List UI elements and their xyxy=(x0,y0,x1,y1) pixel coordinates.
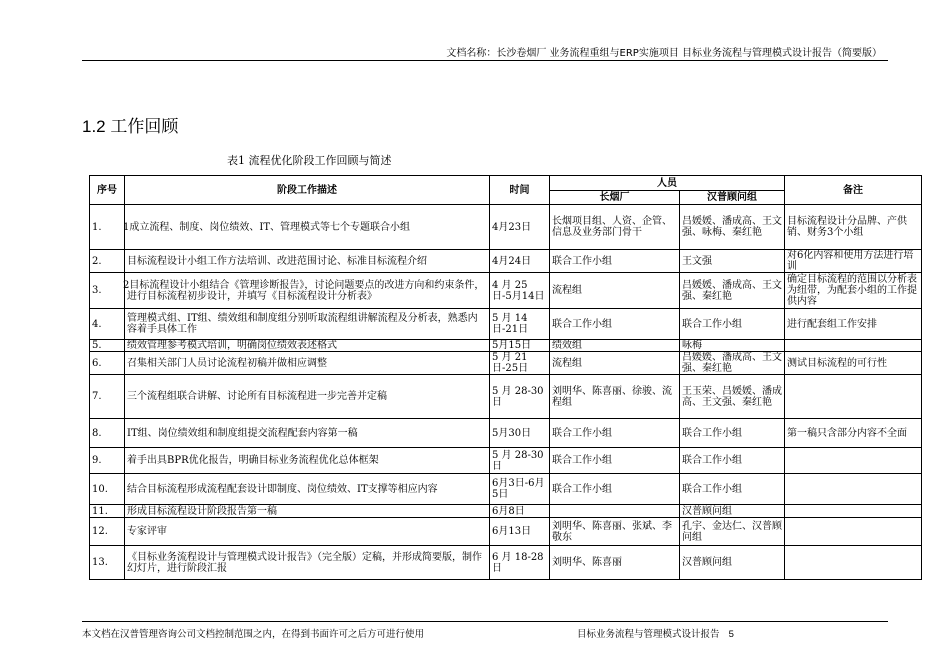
cell-consultant xyxy=(680,419,785,448)
cell-no xyxy=(90,273,125,309)
cell-no xyxy=(90,518,125,546)
cell-no-text: 8. xyxy=(92,427,102,439)
cell-note-text: 进行配套组工作安排 xyxy=(787,318,877,330)
cell-desc xyxy=(125,448,490,474)
col-header-consultant: 汉普顾问组 xyxy=(680,191,785,205)
cell-factory-text: 刘明华、陈喜丽、徐骏、流程组 xyxy=(552,385,672,408)
cell-note-text: 第一稿只含部分内容不全面 xyxy=(787,427,907,439)
cell-time-text: 5月15日 xyxy=(492,340,532,351)
cell-factory xyxy=(550,340,680,352)
cell-time-text: 4月24日 xyxy=(492,255,532,267)
cell-no xyxy=(90,448,125,474)
cell-desc xyxy=(125,419,490,448)
cell-factory xyxy=(550,448,680,474)
cell-note xyxy=(785,518,922,546)
cell-no-text: 13. xyxy=(92,557,108,568)
cell-note xyxy=(785,546,922,580)
cell-consultant-text: 联合工作小组 xyxy=(682,483,742,495)
col-header-desc: 阶段工作描述 xyxy=(125,176,490,205)
cell-time-text: 4月23日 xyxy=(492,221,532,233)
cell-note xyxy=(785,505,922,518)
cell-factory xyxy=(550,474,680,505)
table-row xyxy=(90,375,922,419)
cell-desc-text: 管理模式组、IT组、绩效组和制度组分别听取流程组讲解流程及分析表，熟悉内容着手具体工作 xyxy=(127,313,478,335)
cell-note-text: 测试目标流程的可行性 xyxy=(787,357,887,369)
cell-consultant xyxy=(680,250,785,273)
cell-desc xyxy=(125,352,490,375)
cell-consultant-text: 联合工作小组 xyxy=(682,455,742,466)
cell-desc-text: 形成目标流程设计阶段报告第一稿 xyxy=(127,505,277,517)
cell-factory xyxy=(550,518,680,546)
cell-consultant-text: 咏梅 xyxy=(682,340,702,351)
cell-note-text: 确定目标流程的范围以分析表为纽带，为配套小组的工作提供内容 xyxy=(787,274,917,307)
cell-consultant xyxy=(680,546,785,580)
cell-time xyxy=(490,448,550,474)
cell-no xyxy=(90,505,125,518)
footer-report-name: 目标业务流程与管理模式设计报告 xyxy=(577,629,720,640)
cell-time-text: 4 月 25日-5月14日 xyxy=(492,279,545,302)
cell-desc-text: 成立流程、制度、岗位绩效、IT、管理模式等七个专题联合小组 xyxy=(129,221,410,233)
cell-time-text: 5 月 21日-25日 xyxy=(492,352,529,374)
col-header-note: 备注 xyxy=(785,176,922,205)
cell-consultant xyxy=(680,352,785,375)
cell-desc xyxy=(125,375,490,419)
cell-desc-text: IT组、岗位绩效组和制度组提交流程配套内容第一稿 xyxy=(127,427,358,439)
cell-no-text: 12. xyxy=(92,526,108,537)
cell-no-text: 4. xyxy=(92,318,102,330)
cell-time-text: 6月13日 xyxy=(492,526,532,537)
cell-time-text: 6月8日 xyxy=(492,505,525,517)
cell-time xyxy=(490,250,550,273)
cell-factory-text: 绩效组 xyxy=(552,340,582,351)
work-review-table xyxy=(89,175,922,580)
cell-desc xyxy=(125,340,490,352)
cell-consultant xyxy=(680,309,785,340)
header-doc-title: 文档名称：长沙卷烟厂 业务流程重组与ERP实施项目 目标业务流程与管理模式设计报告（简要版） xyxy=(446,48,882,59)
section-title: 1.2 工作回顾 xyxy=(82,117,179,136)
footer-divider xyxy=(82,621,888,622)
cell-time xyxy=(490,375,550,419)
cell-desc xyxy=(125,309,490,340)
cell-factory-text: 刘明华、陈喜丽 xyxy=(552,557,622,568)
list-marker: 1 xyxy=(123,221,130,233)
table-row xyxy=(90,273,922,309)
cell-factory xyxy=(550,309,680,340)
cell-time xyxy=(490,205,550,250)
cell-desc-text: 目标流程设计小组结合《管理诊断报告》，讨论问题要点的改进方向和约束条件，进行目标流程初步设计，并填写《目标流程设计分析表》 xyxy=(127,279,485,302)
cell-time-text: 6 月 18-28日 xyxy=(492,551,544,574)
header-divider xyxy=(82,60,888,61)
cell-desc-text: 《目标业务流程设计与管理模式设计报告》（完全版）定稿，并形成简要版，制作幻灯片，进行阶段汇报 xyxy=(127,551,482,574)
cell-consultant xyxy=(680,340,785,352)
cell-consultant xyxy=(680,474,785,505)
cell-no-text: 10. xyxy=(92,483,108,495)
cell-time-text: 5 月 28-30日 xyxy=(492,449,544,472)
cell-no-text: 6. xyxy=(92,357,102,369)
table-row xyxy=(90,352,922,375)
cell-no xyxy=(90,205,125,250)
cell-no xyxy=(90,375,125,419)
cell-desc xyxy=(125,205,490,250)
cell-no xyxy=(90,419,125,448)
cell-no-text: 11. xyxy=(92,505,108,517)
cell-factory-text: 长烟项目组、人资、企管、信息及业务部门骨干 xyxy=(552,216,672,238)
cell-time xyxy=(490,352,550,375)
table-row xyxy=(90,250,922,273)
cell-factory xyxy=(550,375,680,419)
cell-time-text: 5 月 14日-21日 xyxy=(492,313,529,335)
cell-factory-text: 联合工作小组 xyxy=(552,427,612,439)
table-row xyxy=(90,205,922,250)
footer-notice: 本文档在汉普管理咨询公司文档控制范围之内，在得到书面许可之后方可进行使用 xyxy=(82,629,425,640)
cell-factory xyxy=(550,273,680,309)
cell-consultant xyxy=(680,205,785,250)
cell-consultant xyxy=(680,448,785,474)
cell-desc xyxy=(125,250,490,273)
cell-consultant xyxy=(680,273,785,309)
cell-note xyxy=(785,352,922,375)
cell-consultant-text: 吕媛媛、潘成高、王文强、秦红艳 xyxy=(682,279,782,302)
table-row xyxy=(90,340,922,352)
cell-consultant-text: 汉普顾问组 xyxy=(682,557,732,568)
cell-consultant-text: 吕媛媛、潘成高、王文强、秦红艳 xyxy=(682,352,782,374)
cell-consultant xyxy=(680,505,785,518)
cell-desc-text: 结合目标流程形成流程配套设计即制度、岗位绩效、IT支撑等相应内容 xyxy=(127,483,438,495)
cell-consultant-text: 汉普顾问组 xyxy=(682,505,732,517)
cell-desc xyxy=(125,546,490,580)
cell-no xyxy=(90,352,125,375)
cell-desc-text: 目标流程设计小组工作方法培训、改进范围讨论、标准目标流程介绍 xyxy=(127,255,427,267)
cell-no xyxy=(90,474,125,505)
table-row xyxy=(90,505,922,518)
cell-no xyxy=(90,546,125,580)
col-header-staff: 人员 xyxy=(550,176,785,191)
table-row xyxy=(90,309,922,340)
cell-time xyxy=(490,518,550,546)
table-row xyxy=(90,474,922,505)
cell-no-text: 3. xyxy=(92,285,102,296)
cell-factory-text: 刘明华、陈喜丽、张斌、李敬东 xyxy=(552,520,672,543)
cell-factory xyxy=(550,352,680,375)
cell-factory-text: 流程组 xyxy=(552,357,582,369)
col-header-no: 序号 xyxy=(90,176,125,205)
cell-no-text: 9. xyxy=(92,455,102,466)
cell-note xyxy=(785,375,922,419)
table-row xyxy=(90,518,922,546)
table-caption: 表1 流程优化阶段工作回顾与简述 xyxy=(227,154,392,167)
cell-note xyxy=(785,309,922,340)
cell-note xyxy=(785,340,922,352)
cell-desc-text: 召集相关部门人员讨论流程初稿并做相应调整 xyxy=(127,357,327,369)
table-row xyxy=(90,546,922,580)
cell-consultant-text: 联合工作小组 xyxy=(682,318,742,330)
col-header-factory: 长烟厂 xyxy=(550,191,680,205)
cell-desc-text: 专家评审 xyxy=(127,526,167,537)
cell-time xyxy=(490,309,550,340)
cell-no-text: 5. xyxy=(92,340,102,351)
cell-note-text: 对6化内容和使用方法进行培训 xyxy=(787,250,914,272)
cell-factory-text: 联合工作小组 xyxy=(552,455,612,466)
cell-no-text: 1. xyxy=(92,221,102,233)
cell-time xyxy=(490,419,550,448)
cell-time xyxy=(490,340,550,352)
cell-no xyxy=(90,340,125,352)
table-row xyxy=(90,448,922,474)
cell-time xyxy=(490,273,550,309)
cell-factory xyxy=(550,250,680,273)
cell-time xyxy=(490,546,550,580)
cell-consultant xyxy=(680,375,785,419)
cell-note xyxy=(785,273,922,309)
cell-time-text: 5月30日 xyxy=(492,427,532,439)
cell-time-text: 6月3日-6月5日 xyxy=(492,478,545,500)
cell-note xyxy=(785,250,922,273)
cell-time xyxy=(490,474,550,505)
cell-note xyxy=(785,448,922,474)
col-header-time: 时间 xyxy=(490,176,550,205)
cell-no xyxy=(90,309,125,340)
cell-desc xyxy=(125,518,490,546)
cell-desc xyxy=(125,273,490,309)
cell-factory xyxy=(550,205,680,250)
cell-note xyxy=(785,205,922,250)
cell-consultant xyxy=(680,518,785,546)
cell-consultant-text: 王文强 xyxy=(682,255,712,267)
cell-consultant-text: 孔宇、金达仁、汉普顾问组 xyxy=(682,520,782,543)
cell-factory xyxy=(550,419,680,448)
cell-factory-text: 流程组 xyxy=(552,285,582,296)
cell-no-text: 2. xyxy=(92,255,102,267)
page-number: 5 xyxy=(728,629,734,640)
list-marker: 2 xyxy=(123,279,130,291)
cell-note xyxy=(785,419,922,448)
cell-note-text: 目标流程设计分品牌、产供销、财务3个小组 xyxy=(787,216,907,238)
cell-factory xyxy=(550,505,680,518)
cell-factory xyxy=(550,546,680,580)
cell-factory-text: 联合工作小组 xyxy=(552,483,612,495)
cell-desc xyxy=(125,474,490,505)
cell-desc-text: 绩效管理参考模式培训，明确岗位绩效表述格式 xyxy=(127,340,337,351)
cell-desc-text: 着手出具BPR优化报告，明确目标业务流程优化总体框架 xyxy=(127,455,379,466)
cell-time xyxy=(490,505,550,518)
cell-factory-text: 联合工作小组 xyxy=(552,255,612,267)
cell-desc-text: 三个流程组联合讲解、讨论所有目标流程进一步完善并定稿 xyxy=(127,391,387,402)
cell-note xyxy=(785,474,922,505)
cell-no xyxy=(90,250,125,273)
cell-consultant-text: 联合工作小组 xyxy=(682,427,742,439)
cell-desc xyxy=(125,505,490,518)
cell-consultant-text: 王玉荣、吕媛媛、潘成高、王文强、秦红艳 xyxy=(682,385,782,408)
cell-factory-text: 联合工作小组 xyxy=(552,318,612,330)
footer-doc-title xyxy=(577,626,734,640)
cell-consultant-text: 吕媛媛、潘成高、王文强、咏梅、秦红艳 xyxy=(682,216,782,238)
cell-no-text: 7. xyxy=(92,391,102,402)
table-row xyxy=(90,419,922,448)
cell-time-text: 5 月 28-30日 xyxy=(492,385,544,408)
